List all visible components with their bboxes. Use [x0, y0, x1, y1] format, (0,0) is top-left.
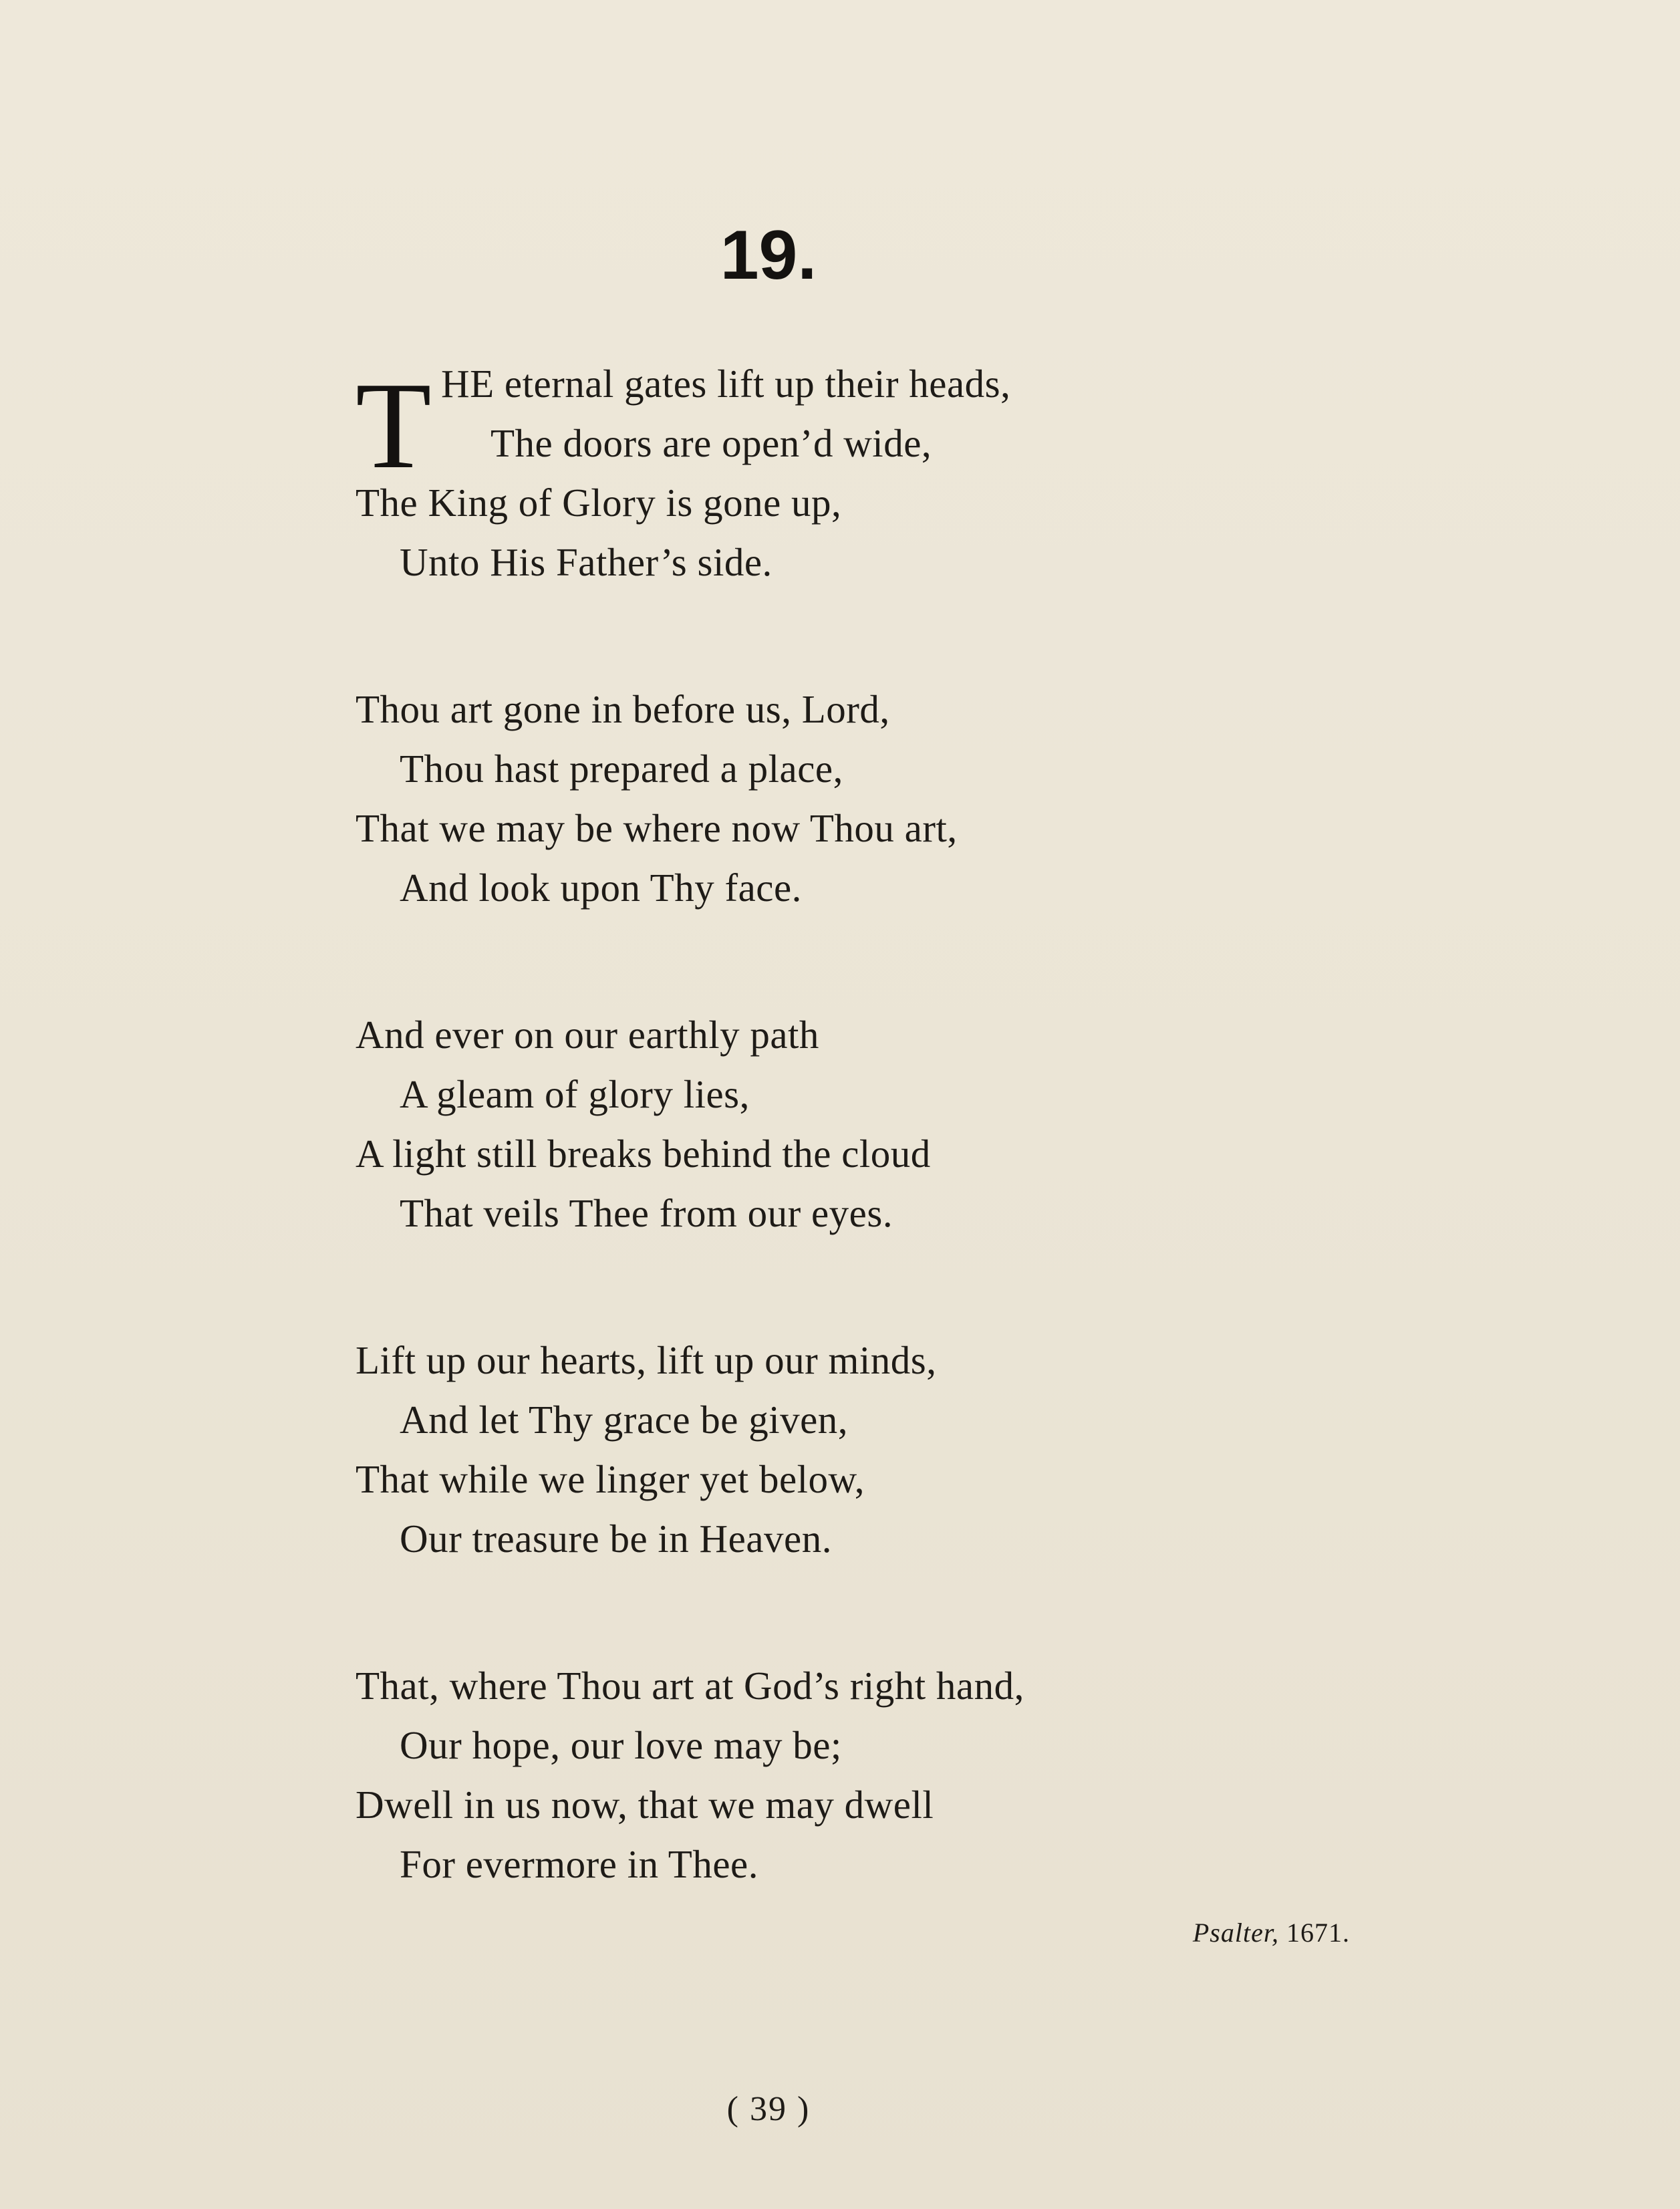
verse-line: The King of Glory is gone up,	[356, 481, 842, 525]
verse-line: Thou hast prepared a place,	[400, 747, 843, 791]
stanza-1	[356, 354, 1625, 592]
verse-line: Lift up our hearts, lift up our minds,	[356, 1338, 937, 1382]
verse-line: The doors are open’d wide,	[491, 421, 932, 465]
attribution	[1193, 1920, 1350, 1946]
verse-line: A light still breaks behind the cloud	[356, 1132, 931, 1176]
verse-line: And ever on our earthly path	[356, 1013, 819, 1057]
stanza-4	[356, 1331, 1625, 1569]
verse-line: Our treasure be in Heaven.	[400, 1517, 832, 1561]
stanza-3	[356, 1005, 1625, 1243]
verse-line: That veils Thee from our eyes.	[400, 1191, 893, 1235]
verse-line: Thou art gone in before us, Lord,	[356, 687, 890, 731]
verse-line: Our hope, our love may be;	[400, 1723, 842, 1767]
drop-cap: T	[356, 357, 432, 495]
attribution-year: 1671.	[1286, 1918, 1350, 1948]
verse-line: Dwell in us now, that we may dwell	[356, 1783, 934, 1827]
stanza-5	[356, 1656, 1625, 1894]
verse-line: That while we linger yet below,	[356, 1457, 865, 1501]
verse-line: A gleam of glory lies,	[400, 1072, 750, 1116]
verse-line: That we may be where now Thou art,	[356, 806, 958, 850]
verse-line: And look upon Thy face.	[400, 866, 802, 910]
verse-line: And let Thy grace be given,	[400, 1398, 849, 1442]
attribution-source: Psalter,	[1192, 1918, 1279, 1948]
stanza-2	[356, 680, 1625, 918]
page-number: ( 39 )	[726, 2090, 811, 2128]
verse-line: Unto His Father’s side.	[400, 540, 773, 584]
verse-line: That, where Thou art at God’s right hand,	[356, 1664, 1024, 1708]
verse-line: HE eternal gates lift up their heads,	[441, 362, 1011, 406]
verse-line: For evermore in Thee.	[400, 1842, 758, 1886]
hymn-text	[356, 354, 1625, 1894]
hymn-number: 19.	[720, 217, 817, 294]
